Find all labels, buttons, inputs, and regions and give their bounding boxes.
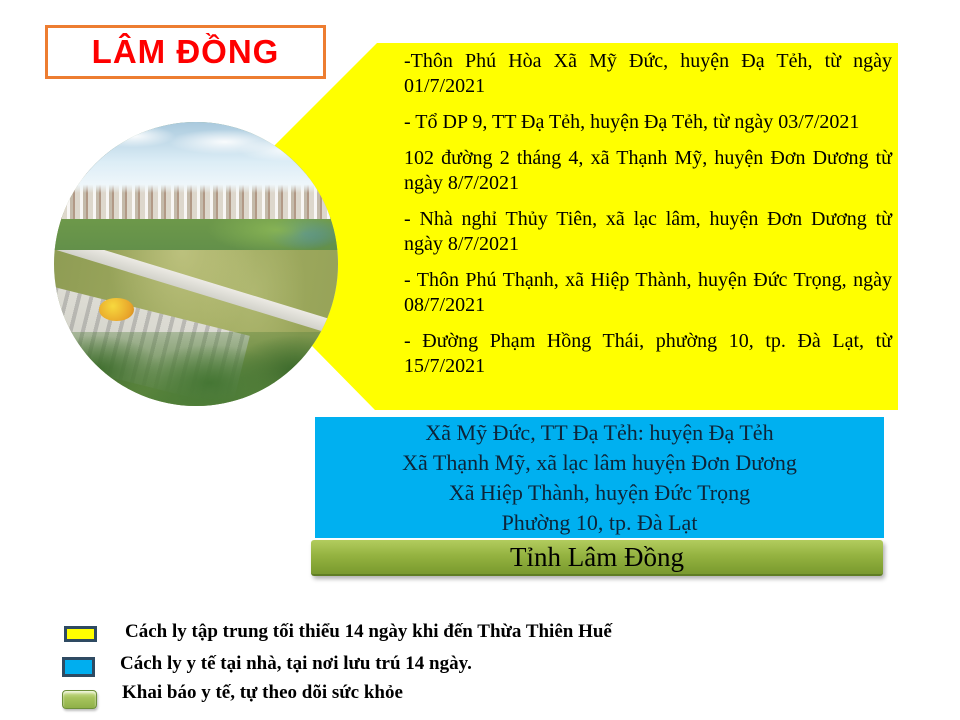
legend-swatch-blue	[62, 657, 95, 677]
summary-line: Phường 10, tp. Đà Lạt	[501, 509, 698, 535]
callout-paragraph: - Đường Phạm Hồng Thái, phường 10, tp. Đà Lạt, từ 15/7/2021	[404, 330, 892, 377]
legend-label-green: Khai báo y tế, tự theo dõi sức khỏe	[122, 682, 403, 703]
summary-box	[315, 417, 884, 538]
legend-swatch-green	[62, 690, 97, 709]
page-title: LÂM ĐỒNG	[91, 33, 280, 70]
legend-swatch-yellow	[64, 626, 97, 642]
legend-label-yellow: Cách ly tập trung tối thiểu 14 ngày khi đến Thừa Thiên Huế	[125, 621, 612, 642]
title-box	[45, 25, 326, 79]
callout-text	[404, 49, 892, 390]
callout-paragraph: 102 đường 2 tháng 4, xã Thạnh Mỹ, huyện Đơn Dương từ ngày 8/7/2021	[404, 147, 892, 194]
summary-line: Xã Hiệp Thành, huyện Đức Trọng	[448, 479, 751, 505]
callout-paragraph: -Thôn Phú Hòa Xã Mỹ Đức, huyện Đạ Tẻh, từ ngày 01/7/2021	[404, 50, 892, 97]
province-bar	[311, 540, 883, 576]
summary-line: Xã Mỹ Đức, TT Đạ Tẻh: huyện Đạ Tẻh	[425, 419, 774, 445]
callout-paragraph: - Thôn Phú Thạnh, xã Hiệp Thành, huyện Đức Trọng, ngày 08/7/2021	[404, 269, 892, 316]
callout-paragraph: - Nhà nghỉ Thủy Tiên, xã lạc lâm, huyện Đơn Dương từ ngày 8/7/2021	[404, 208, 892, 255]
city-aerial-photo	[54, 122, 338, 406]
callout-paragraph: - Tổ DP 9, TT Đạ Tẻh, huyện Đạ Tẻh, từ ngày 03/7/2021	[404, 111, 860, 133]
summary-line: Xã Thạnh Mỹ, xã lạc lâm huyện Đơn Dương	[402, 449, 797, 475]
legend-label-blue: Cách ly y tế tại nhà, tại nơi lưu trú 14 ngày.	[120, 653, 472, 674]
photo-clouds	[54, 122, 338, 406]
province-label: Tỉnh Lâm Đồng	[510, 541, 684, 572]
